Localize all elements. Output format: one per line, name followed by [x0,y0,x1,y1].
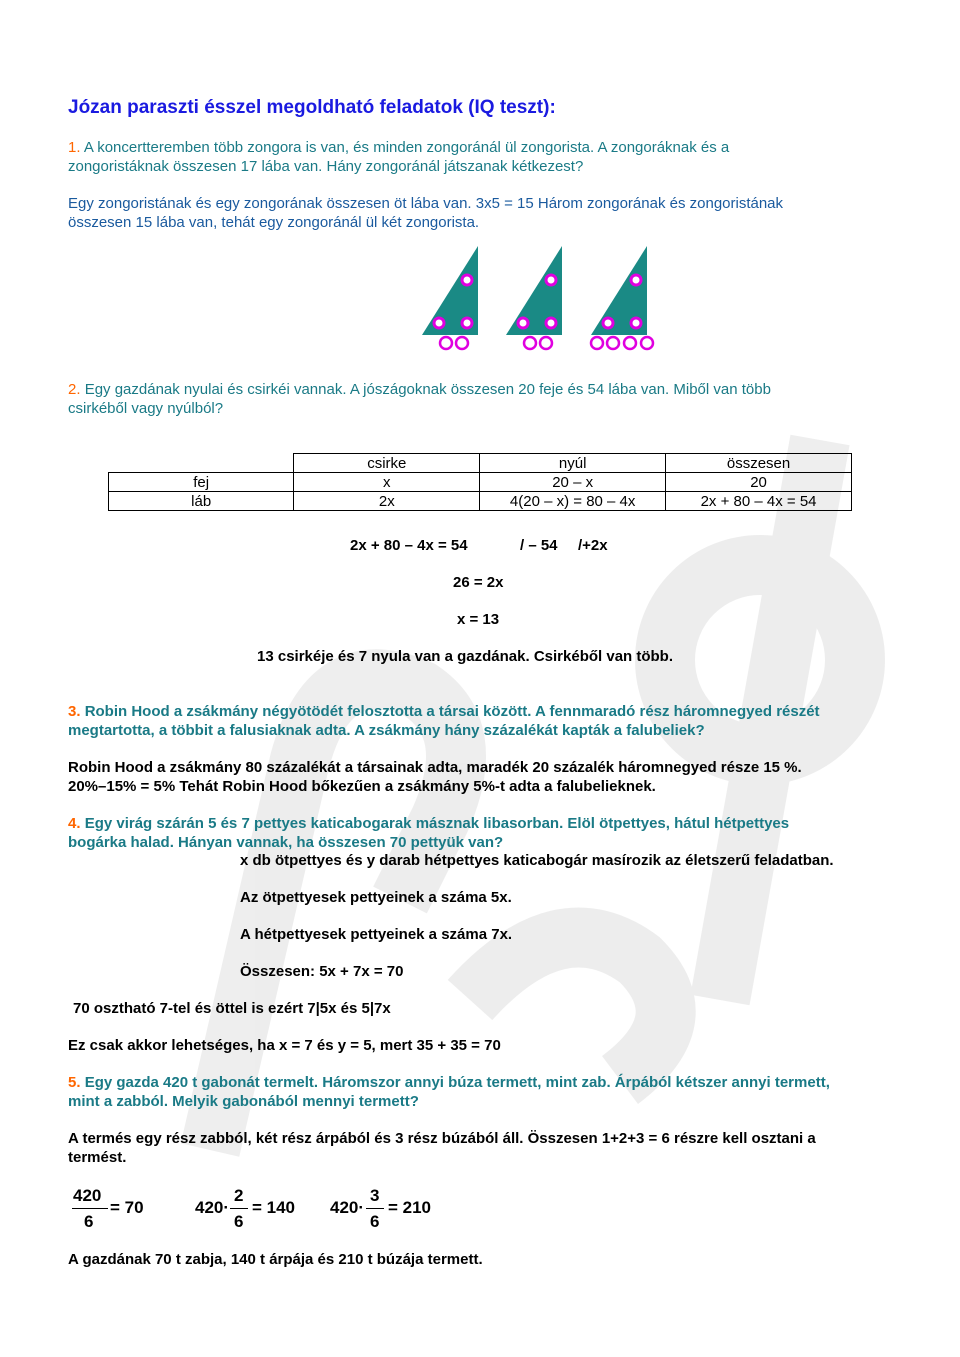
question-number: 3. [68,703,81,720]
question-text: A koncertteremben több zongora is van, és minden zongoránál ül zongorista. A zongoráknak és a [83,139,730,156]
fraction-result: = 210 [388,1198,432,1217]
question-4 [68,814,789,833]
page-title: Józan paraszti ésszel megoldható feladatok (IQ teszt): [68,97,556,118]
final-answer: A gazdának 70 t zabja, 140 t árpája és 210 t búzája termett. [68,1251,483,1268]
piano-triangle-1 [422,246,478,349]
question-number: 1. [68,139,81,156]
question-text: mint a zabból. Melyik gabonából mennyi termett? [68,1093,419,1110]
fraction-bar [366,1208,384,1209]
question-text: Egy gazda 420 t gabonát termelt. Háromszor annyi búza termett, mint zab. Árpából kétszer annyi termett, [84,1074,830,1091]
table-cell: 2x [294,492,480,511]
question-text: zongoristáknak összesen 17 lába van. Hány zongoránál játszanak kétkezest? [68,158,584,175]
question-text: Egy virág szárán 5 és 7 pettyes katicabogarak másznak libasorban. Elöl ötpettyes, hátul hétpettyes [84,815,790,832]
fraction-prefix: 420· [330,1198,365,1217]
table-header-cell: nyúl [480,454,666,473]
table-header-cell: összesen [666,454,852,473]
question-number: 4. [68,815,81,832]
fraction-bar [72,1208,108,1209]
answer-text: Ez csak akkor lehetséges, ha x = 7 és y = 5, mert 35 + 35 = 70 [68,1037,501,1054]
fraction-numerator: 3 [370,1186,380,1205]
fraction-result: = 140 [252,1198,296,1217]
solution-table [108,453,852,511]
table-cell: láb [109,492,294,511]
answer-text: x db ötpettyes és y darab hétpettyes katicabogár masírozik az életszerű feladatban. [240,852,834,869]
piano-triangle-2 [506,246,562,349]
fraction-bar [230,1208,248,1209]
table-row [109,492,852,511]
question-text: bogárka halad. Hányan vannak, ha összesen 70 pettyük van? [68,834,504,851]
equation: x = 13 [457,611,500,628]
question-5 [68,1073,830,1092]
conclusion-text: 13 csirkéje és 7 nyula van a gazdának. Csirkéből van több. [257,648,674,665]
table-row [109,473,852,492]
answer-text: 70 osztható 7-tel és öttel is ezért 7|5x és 5|7x [73,1000,391,1017]
piano-triangle-3 [591,246,653,349]
equation-operation: / – 54 [520,537,558,554]
answer-text: Az ötpettyesek pettyeinek a száma 5x. [240,889,512,906]
question-text: megtartotta, a többit a falusiaknak adta. A zsákmány hány százalékát kapták a falubeliek? [68,722,705,739]
answer-text: 20%–15% = 5% Tehát Robin Hood bőkezűen a zsákmány 5%-t adta a falubelieknek. [68,778,656,795]
table-cell: fej [109,473,294,492]
question-1 [68,138,729,157]
fraction-numerator: 420 [73,1186,102,1205]
table-cell: 2x + 80 – 4x = 54 [666,492,852,511]
equation-operation: /+2x [578,537,608,554]
question-number: 5. [68,1074,81,1091]
fraction-denominator: 6 [234,1212,244,1231]
table-header-cell: csirke [294,454,480,473]
table-cell: x [294,473,480,492]
table-cell: 4(20 – x) = 80 – 4x [480,492,666,511]
answer-text: A hétpettyesek pettyeinek a száma 7x. [240,926,513,943]
fraction-denominator: 6 [370,1212,380,1231]
question-3 [68,702,820,721]
table-header-row [109,454,852,473]
fraction-prefix: 420· [195,1198,230,1217]
answer-text: Egy zongoristának és egy zongorának összesen öt lába van. 3x5 = 15 Három zongorának és zongoristának [68,195,784,212]
equation: 2x + 80 – 4x = 54 [350,537,468,554]
question-text: csirkéből vagy nyúlból? [68,400,224,417]
fraction-denominator: 6 [84,1212,94,1231]
answer-text: összesen 15 lába van, tehát egy zongoránál ül két zongorista. [68,214,480,231]
pianist-illustration [410,240,670,355]
question-2 [68,380,771,399]
answer-text: Összesen: 5x + 7x = 70 [240,963,404,980]
question-text: Egy gazdának nyulai és csirkéi vannak. A jószágoknak összesen 20 feje és 54 lába van. Miből van több [84,381,771,398]
answer-text: Robin Hood a zsákmány 80 százalékát a társainak adta, maradék 20 százalék háromnegyed része 15 %. [68,759,802,776]
table-cell: 20 [666,473,852,492]
fraction-result: = 70 [110,1198,144,1217]
fraction-numerator: 2 [234,1186,244,1205]
question-text: Robin Hood a zsákmány négyötödét felosztotta a társai között. A fennmaradó rész háromnegyed részét [84,703,820,720]
equation: 26 = 2x [453,574,504,591]
question-number: 2. [68,381,81,398]
table-cell: 20 – x [480,473,666,492]
answer-text: A termés egy rész zabból, két rész árpából és 3 rész búzából áll. Összesen 1+2+3 = 6 részre kell osztani a [68,1130,816,1147]
table-header-cell [109,454,294,473]
answer-text: termést. [68,1149,127,1166]
